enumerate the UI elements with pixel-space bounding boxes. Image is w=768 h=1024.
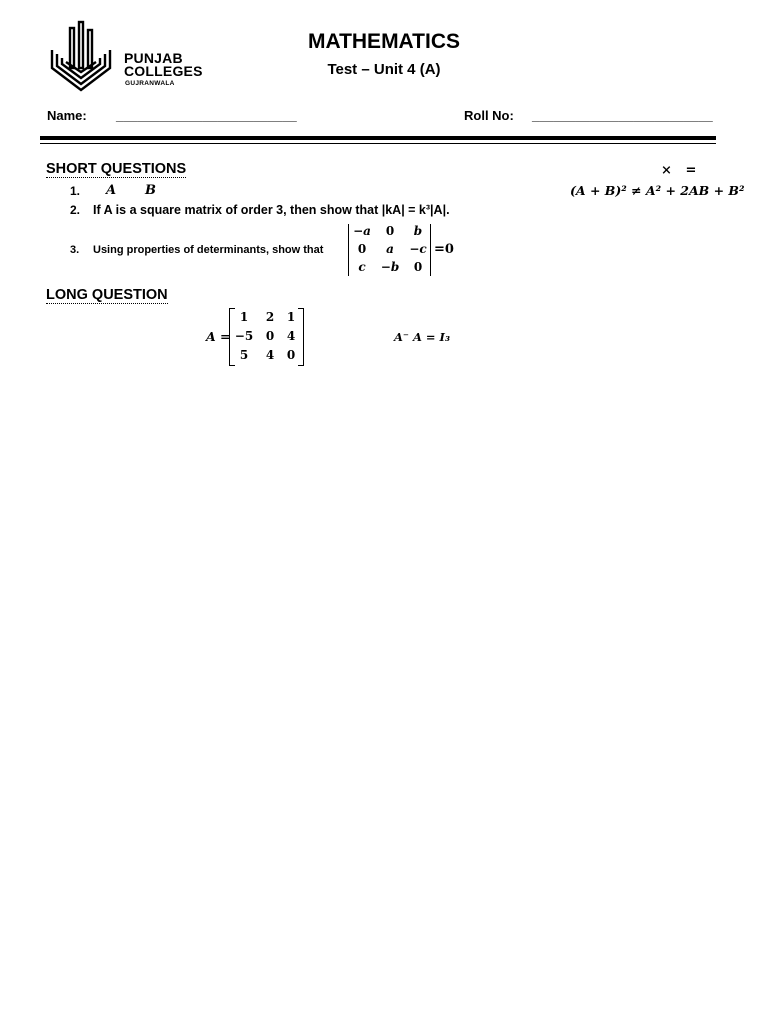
logo-line-3: GUJRANWALA <box>125 80 175 87</box>
matrix-cell: 1 <box>286 310 296 324</box>
det-cell: −b <box>380 260 400 274</box>
roll-no-label: Roll No: <box>464 108 514 123</box>
det-cell: −c <box>409 242 427 256</box>
q3-number: 3. <box>70 244 80 256</box>
long-matrix-lhs: A = <box>206 329 231 344</box>
long-matrix <box>229 308 305 366</box>
matrix-cell: −5 <box>234 329 254 343</box>
logo-line-2: COLLEGES <box>124 63 203 79</box>
matrix-cell: 5 <box>239 348 249 362</box>
q1-matrix-a: A <box>106 183 117 198</box>
det-cell: b <box>413 224 423 238</box>
det-cell: 0 <box>357 242 367 256</box>
roll-no-field[interactable]: _________________________ <box>532 108 713 123</box>
divider-thick <box>40 136 716 140</box>
q2-number: 2. <box>70 203 81 217</box>
det-cell: 0 <box>413 260 423 274</box>
short-questions-heading: SHORT QUESTIONS <box>46 161 187 177</box>
divider-thin <box>40 143 716 144</box>
logo-line-1: PUNJAB <box>124 50 183 66</box>
det-cell: −a <box>353 224 371 238</box>
q1-expression: (A + B)² ≠ A² + 2AB + B² <box>570 183 745 198</box>
det-cell: c <box>358 260 366 274</box>
det-cell: a <box>386 242 394 256</box>
long-question-claim: A⁻ A = I₃ <box>394 330 450 344</box>
q1-matrix-b: B <box>145 183 156 198</box>
q1-number: 1. <box>70 184 81 198</box>
name-field[interactable]: _________________________ <box>116 108 297 123</box>
q1-stray-symbols: × = <box>661 163 697 178</box>
det-cell: 0 <box>385 224 395 238</box>
long-question-heading: LONG QUESTION <box>46 287 168 303</box>
matrix-cell: 4 <box>286 329 296 343</box>
q2-text: If A is a square matrix of order 3, then show that |kA| = k³|A|. <box>93 203 450 217</box>
name-label: Name: <box>47 108 87 123</box>
page-subtitle: Test – Unit 4 (A) <box>327 61 441 78</box>
matrix-cell: 0 <box>286 348 296 362</box>
matrix-cell: 2 <box>265 310 275 324</box>
page-title: MATHEMATICS <box>307 30 461 53</box>
matrix-cell: 0 <box>265 329 275 343</box>
matrix-cell: 1 <box>239 310 249 324</box>
q3-determinant <box>347 222 437 278</box>
matrix-cell: 4 <box>265 348 275 362</box>
q3-text: Using properties of determinants, show that <box>93 244 324 256</box>
q3-rhs: =0 <box>434 242 454 257</box>
